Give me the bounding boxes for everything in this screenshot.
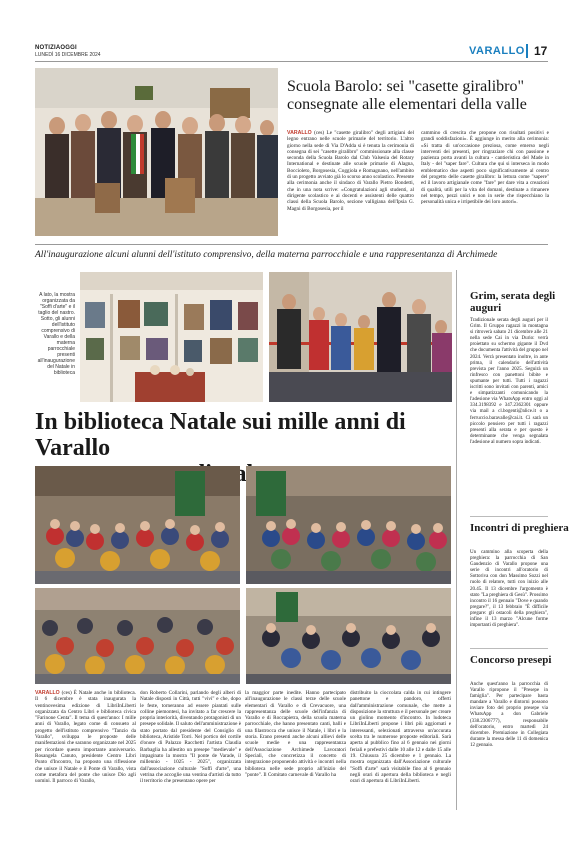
sidebar-body-presepi: Anche quest'anno la parrocchia di Varallo ripropone il "Presepe in famiglia". Per partecipare basta mandare a Varallo e dintorni possono inviare foto del proprio presepe via WhatsApp a don Gabriele (338.2306777), responsabile dell'oratorio, entro martedì 24 dicembre. Premiazione in Collegiata durante la messa delle 11 di domenica 12 gennaio. — [470, 682, 548, 748]
group-photo-2 — [246, 466, 451, 584]
sidebar-rule — [456, 270, 457, 810]
article2-col3: la maggior parte inedite. Hanno partecipato all'inaugurazione le classi terze delle scuole elementari di Varallo e di Crevacuore, una rappresentanza delle scuole dell'infanzia di Varallo e di Roccapietra, della scuola materna parrocchiale, che hanno presentato canti, balli e una filastrocca che unisce il Natale, i libri e la storia. Erano presenti anche alcuni allievi delle scuole medie e una rappresentanza dell'Associazione Archimede Lavoratori Speciali, che concretizza il concetto di integrazione proponendo attività e incontri nella biblioteca nelle sede proprio all'inizio del "ponte". Il Comitato carnevale di Varallo ha — [245, 690, 346, 778]
author: (ces) — [61, 690, 72, 696]
sidebar-body-preghiera: Un cammino alla scoperta della preghiera: la parrocchia di San Gaudenzio di Varallo propone una serie di incontri all'oratorio di Sottoriva con don Massimo Sozzi nel ruolo di relatore, tutti con inizio alle 20.45. Il 13 dicembre l'argomento è stato "La preghiera di Gesù". Prossimo incontro il 16 gennaio "Dove e quando pregare?", il 13 febbraio "È difficile pregare: gli ostacoli della preghiera", infine il 13 marzo "Alcune forme importanti di preghiera". — [470, 550, 548, 629]
article1-col1 — [287, 130, 414, 212]
section-name: VARALLO — [469, 45, 525, 57]
article2-col4: distribuito la cioccolata calda in cui intingere panettone e pandoro, offerti dall'amministrazione comunale, che mette a disposizione la struttura e il personale per creare un giolino momento d'incontro. In ludoteca LibriInLiberti propone i libri più aggiornati e interessanti, selezionati attraverso un'accurata scelta tra le numerose proposte editoriali. Sarà aperta al pubblico fino al 6 gennaio nei giorni feriali e prefestivi dalle 10 alle 12 e dalle 15 alle 19. Chiusura 25 dicembre e 1 gennaio. La mostra organizzata dall'Associazione culturale "Soffi d'arte" sarà visitabile fino al 6 gennaio negli orari di apertura della biblioteca e negli orari di apertura di LibriInLiberti. — [350, 690, 451, 785]
body-text: È Natale anche in biblioteca. Il 6 dicembre è stata inaugurata la ventinovesima edizione di LibriInLiberti organizzata da Centro Libri e biblioteca civica "Farinone Centa". Il tema di quest'anno: I mille anni di Varallo, legato come di consueto al progetto dell'istituto comprensivo "Tanzio da Varallo", sviluppa le proposte delle manifestazioni che saranno organizzate nel 2025 per ricordare questo importante anniversario. Rosangela Canuto, presidente Centro Libri Punto d'Incontro, ha proposto una riflessione che unisce il Natale e il Ponte di Varallo, vista come metafora del ponte che unisce Dio agli uomini. Il parroco di Varallo, — [35, 690, 136, 785]
article-tag: VARALLO — [287, 130, 312, 136]
page-header — [0, 0, 580, 62]
exhibition-photo — [80, 272, 263, 402]
sidebar-body-grim: Tradizionale serata degli auguri per il Grim. Il Gruppo ragazzi in montagna si ritroverà sabato 21 dicembre alle 21 nella sede Cai in via Durio: verrà proiettato su schermo gigante il Dvd che documenta l'attività del gruppo nel 2024. Verrà presentato inoltre, in ante prima, il calendario dell'attività prevista per l'anno 2025. Seguirà un rinfresco con panettoni bibite e spumante per tutti. Tutti i ragazzi iscritti sono invitati con parenti, amici e simpatizzanti comunicando la l'adesione via WhatsApp entro oggi al 334.3198392 e 347.2362301 oppure via mail a cl.bogenti@alice.it o a ferruccio.baravalle@cai.it. Ci sarà un piccolo pensiero per tutti i ragazzi presenti alla serata e per questo è determinante che venga segnalata l'adesione al numero sopra indicati. — [470, 318, 548, 445]
author: (ces) — [314, 130, 325, 136]
sidebar-title-preghiera: Incontri di preghiera — [470, 522, 569, 534]
issue-date: LUNEDÌ 16 DICEMBRE 2024 — [35, 52, 101, 58]
subheadline: All'inaugurazione alcuni alunni dell'istituto comprensivo, della materna parrocchiale e una rappresentanza di Archimede — [35, 250, 498, 260]
section-divider — [526, 44, 528, 58]
section-rule — [35, 244, 548, 245]
article-tag: VARALLO — [35, 690, 60, 696]
group-photo-4 — [246, 588, 451, 684]
sidebar-divider — [470, 516, 548, 517]
headline-line: In biblioteca Natale sui mille anni di Varallo — [35, 409, 406, 461]
ribbon-cutting-photo — [269, 272, 452, 402]
body-text: Le "casette giralibro" degli artigiani del legno entrano nelle scuole primarie del territorio. L'altro giorno nella sede di Via D'Adda si è tenuta la cerimonia di consegna di sei "casette giralibro" commissionate alla classe seconda della Scuola Barolo dal Club Valsesia del Rotary International e destinate alle scuole primarie di Alagna, Boccioleto, Borgosesia, Coggiola e Romagnano, nell'ambito di un progetto avviato già lo scorso anno scolastico. Presente alla cerimonia anche il sindaco di Varallo Pietro Bondetti, che in una nota scrive: «Congratulazioni agli studenti, al dirigente scolastico e ai docenti e assistenti delle quattro classi della Scuola Barolo, sezione valligiana dell'Ipsia G. Magni di Borgosesia, per il — [287, 130, 415, 212]
newspaper-name: NOTIZIAOGGI — [35, 45, 77, 51]
page-number: 17 — [534, 44, 548, 58]
headline-line: Scuola Barolo: sei "casette giralibro" — [287, 78, 524, 95]
headline-line: consegnate alle elementari della valle — [287, 96, 527, 113]
group-photo-1 — [35, 466, 240, 584]
article1-headline — [287, 78, 549, 114]
sidebar-divider — [470, 648, 548, 649]
article2-col1 — [35, 690, 136, 784]
ceremony-photo — [35, 68, 278, 236]
sidebar-title-grim: Grim, serata degli auguri — [470, 290, 556, 314]
group-photo-3 — [35, 588, 240, 684]
photo-caption: A lato, la mostra organizzata da "Soffi d'arte" e il taglio del nastro. Sotto, gli alunni dell'istituto comprensivo di Varallo e della materna parrocchiale presenti all'inaugurazione del Natale in biblioteca — [37, 292, 75, 376]
article1-col2: cammino di crescita che propone con risultati positivi e grandi soddisfazioni». È aggiunge in merito alla cerimonia: «Si tratta di un'occasione preziosa, come emerso negli interventi dei presenti, per ringraziare chi con passione e pazienza porta avanti la cultura - cantieristica del Made in Italy - del "saper fare". Cultura che qui si interseca in modo emblematico due aspetti poco significativamente al centro del progetto delle casette giralibro: la lettura come "sapere" ed il lavoro artigianale come "fare" per dare vita a creazioni di qualità, utili per la vita del domani, destinate a rimanere nel tempo, pezzi unici e non in serie che rispecchiano la personalità unica e irripetibile dei loro autori». — [421, 130, 549, 206]
article2-col2: don Roberto Collarini, parlando degli alberi di Natale disposti in Città, tutti "vivi" e che, dopo le feste, torneranno ad essere piantati sulle colline piemontesi, ha invitato a far crescere la propria interiorità, diventando protagonisti di un presepe solidale. Il saluto dell'amministrazione è stato portato dal presidente del Consiglio di biblioteca, Aristide Torri. Nel portico del cortile d'onore di Palazzo Racchetti l'artista Claudia Barbaglia ha allestito un presepe "medievale" e impaginato la mostra "Il ponte de Varade, il millennio - 1025 - 2025", organizzata dall'associazione culturale "Soffi d'arte", una vetrina che accoglie una ventina d'artisti da tutto il territorio che presentano opere per — [140, 690, 241, 785]
header-rule — [35, 61, 548, 62]
sidebar-title-presepi: Concorso presepi — [470, 654, 552, 666]
